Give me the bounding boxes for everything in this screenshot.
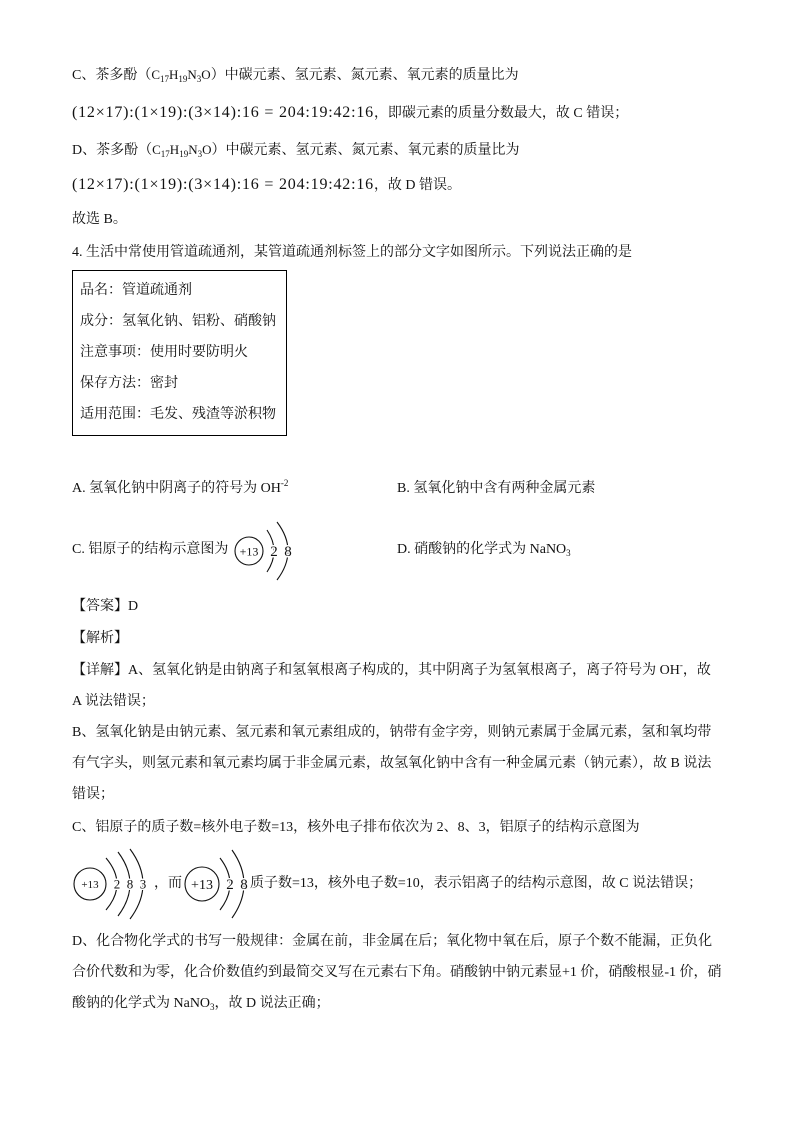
formula-element: N [187, 67, 197, 82]
option-letter: A. [72, 481, 86, 496]
formula-element: O [201, 67, 211, 82]
chemical-formula [152, 142, 211, 157]
analysis-a-line-1 [72, 661, 711, 681]
formula-subscript: 3 [566, 548, 571, 558]
solution-c-equation-line [72, 102, 628, 125]
question-stem [72, 243, 632, 263]
aluminum-atom-diagram [72, 848, 154, 920]
shell-electron-count: 3 [139, 876, 147, 892]
product-label-box [72, 270, 287, 436]
shell-electron-count: 8 [240, 877, 248, 893]
shell-electron-count: 8 [126, 876, 134, 892]
label-line-usage: 适用范围：毛发、残渣等淤积物 [80, 407, 276, 422]
solution-d-intro [72, 140, 519, 161]
formula-subscript: 19 [178, 74, 188, 84]
analysis-text: ，故 D 说法正确； [214, 996, 330, 1011]
option-text: 铝原子的结构示意图为 [88, 542, 229, 557]
option-c [72, 540, 228, 560]
formula-element: C [151, 67, 161, 82]
option-letter: B. [397, 481, 410, 496]
analysis-c-tail: 质子数=13，核外电子数=10，表示铝离子的结构示意图，故 C 说法错误； [250, 876, 703, 891]
answer-value: D [128, 599, 139, 614]
intro-tail: ）中碳元素、氢元素、氮元素、氧元素的质量比为 [210, 68, 519, 83]
analysis-b-line-1: B、氢氧化钠是由钠元素、氢元素和氧元素组成的，钠带有金字旁，则钠元素属于金属元素，氢和氧均带 [72, 725, 712, 740]
shell-electron-count: 8 [284, 544, 292, 560]
equation-conclusion: ，即碳元素的质量分数最大，故 C 错误； [373, 106, 629, 121]
formula-element: H [169, 67, 179, 82]
option-a [72, 479, 288, 499]
shell-electron-count: 2 [113, 876, 121, 892]
analysis-heading: 【解析】 [72, 631, 128, 646]
nucleus-charge: +13 [81, 879, 99, 891]
option-letter: D. [397, 542, 411, 557]
chemical-formula: NaNO [529, 542, 567, 557]
analysis-d-line-1: D、化合物化学式的书写一般规律：金属在前，非金属在后；氧化物中氧在后，原子个数不能漏，正负化 [72, 934, 713, 949]
formula-subscript: 17 [160, 149, 170, 159]
nucleus-charge: +13 [239, 544, 259, 559]
detail-label: 【详解】 [72, 663, 128, 678]
equation-conclusion: ，故 D 错误。 [373, 178, 462, 193]
ion-charge: -2 [280, 478, 289, 488]
aluminum-ion-diagram [184, 846, 252, 922]
shell-electron-count: 2 [226, 877, 234, 893]
chemical-formula [151, 67, 210, 82]
formula-subscript: 3 [196, 74, 202, 84]
formula-subscript: 3 [210, 1002, 215, 1012]
formula-subscript: 19 [179, 149, 189, 159]
answer-label: 【答案】 [72, 599, 128, 614]
formula-element: H [169, 142, 180, 157]
option-d [397, 540, 571, 560]
analysis-text: A、氢氧化钠是由钠离子和氢氧根离子构成的，其中阴离子为氢氧根离子，离子符号为 OH [128, 663, 680, 678]
option-text: 硝酸钠的化学式为 [414, 542, 530, 557]
formula-subscript: 3 [197, 149, 203, 159]
solution-d-equation-line [72, 174, 461, 197]
shell-electron-count: 2 [270, 544, 278, 560]
label-line-caution: 注意事项：使用时要防明火 [80, 345, 248, 360]
analysis-d-line-2: 合价代数和为零，化合价数值约到最简交叉写在元素右下角。硝酸钠中钠元素显+1 价，硝酸根显-1 价，硝 [72, 965, 722, 980]
analysis-c-connector: ，而 [154, 876, 182, 891]
option-text: 氢氧化钠中阴离子的符号为 [89, 481, 261, 496]
analysis-text: ，故 [682, 663, 711, 678]
intro-label: C、茶多酚（ [72, 68, 152, 83]
analysis-b-line-3: 错误； [72, 787, 114, 802]
analysis-text: 酸钠的化学式为 NaNO [72, 996, 211, 1011]
analysis-b-line-2: 有气字头，则氢元素和氧元素均属于非金属元素，故氢氧化钠中含有一种金属元素（钠元素），故 B 说法 [72, 756, 712, 771]
mass-ratio-equation: (12×17):(1×19):(3×14):16 = 204:19:42:16 [72, 176, 374, 193]
label-line-name: 品名：管道疏通剂 [80, 283, 192, 298]
question-number: 4. [72, 245, 83, 260]
formula-element: O [202, 142, 212, 157]
intro-tail: ）中碳元素、氢元素、氮元素、氧元素的质量比为 [211, 143, 520, 158]
question-text: 生活中常使用管道疏通剂，某管道疏通剂标签上的部分文字如图所示。下列说法正确的是 [86, 245, 632, 260]
option-letter: C. [72, 542, 85, 557]
label-line-storage: 保存方法：密封 [80, 376, 178, 391]
option-b [397, 479, 595, 499]
analysis-c-line-1: C、铝原子的质子数=核外电子数=13，核外电子排布依次为 2、8、3，铝原子的结构示意图为 [72, 820, 640, 835]
label-line-ingredients: 成分：氢氧化钠、铝粉、硝酸钠 [80, 314, 276, 329]
formula-element: N [188, 142, 198, 157]
analysis-a-line-2: A 说法错误； [72, 694, 155, 709]
answer-line [72, 597, 138, 617]
ion-charge: - [679, 660, 683, 670]
nucleus-charge: +13 [191, 878, 213, 893]
option-c-atom-structure-diagram [232, 518, 302, 584]
formula-subscript: 17 [160, 74, 170, 84]
mass-ratio-equation: (12×17):(1×19):(3×14):16 = 204:19:42:16 [72, 104, 374, 121]
analysis-d-line-3 [72, 994, 330, 1014]
ion-formula: OH [260, 481, 281, 496]
intro-label: D、茶多酚（ [72, 143, 153, 158]
solution-c-intro [72, 65, 519, 86]
final-choice: 故选 B。 [72, 212, 127, 227]
option-text: 氢氧化钠中含有两种金属元素 [413, 481, 596, 496]
formula-element: C [152, 142, 161, 157]
